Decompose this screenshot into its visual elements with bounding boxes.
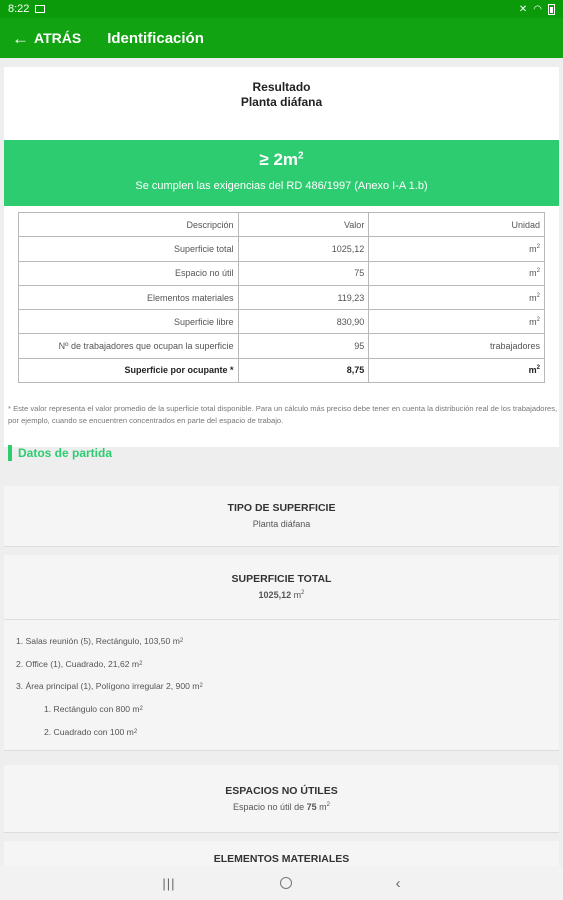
- surface-list: [4, 620, 559, 743]
- row-unit: trabajadores: [369, 334, 545, 358]
- table-row: [19, 261, 545, 285]
- list-item: 1. Salas reunión (5), Rectángulo, 103,50 m 2: [16, 636, 184, 647]
- section-title: Datos de partida: [18, 446, 113, 460]
- header-value: Valor: [238, 213, 369, 237]
- result-banner: [4, 140, 559, 206]
- table-row: [19, 310, 545, 334]
- list-subitem: 2. Cuadrado con 100 m 2: [44, 726, 138, 737]
- table-row: [19, 285, 545, 309]
- total-surface-value: 1025,12 $m^2$: [258, 590, 305, 600]
- row-value: 8,75: [238, 358, 369, 382]
- row-label: Superficie libre: [19, 310, 239, 334]
- nav-back-icon[interactable]: ‹: [395, 874, 401, 892]
- result-card: [4, 67, 559, 447]
- header-description: Descripción: [19, 213, 239, 237]
- row-label: Elementos materiales: [19, 285, 239, 309]
- status-bar: [0, 0, 563, 18]
- total-surface-title: SUPERFICIE TOTAL: [231, 573, 332, 585]
- scroll-content[interactable]: [0, 58, 563, 866]
- row-value: 1025,12: [238, 237, 369, 261]
- result-table: [18, 212, 545, 383]
- total-surface-card: [4, 555, 559, 751]
- row-value: 75: [238, 261, 369, 285]
- back-label: ATRÁS: [34, 30, 82, 46]
- system-nav-bar: [0, 866, 563, 900]
- image-icon: [35, 5, 45, 13]
- app-bar: [0, 18, 563, 58]
- status-time: 8:22: [8, 3, 30, 15]
- materials-title: ELEMENTOS MATERIALES: [213, 853, 350, 865]
- row-value: 830,90: [238, 310, 369, 334]
- row-unit: $m^2$: [369, 285, 545, 309]
- row-label: Superficie total: [19, 237, 239, 261]
- table-row: [19, 237, 545, 261]
- banner-text: Se cumplen las exigencias del RD 486/1997 (Anexo I-A 1.b): [135, 180, 428, 192]
- recents-icon[interactable]: |||: [162, 875, 176, 891]
- back-button[interactable]: [12, 30, 81, 47]
- result-heading: Resultado: [252, 80, 311, 94]
- section-accent-bar: [8, 445, 12, 461]
- page-title: Identificación: [107, 29, 204, 47]
- header-unit: Unidad: [369, 213, 545, 237]
- row-label: Nº de trabajadores que ocupan la superficie: [19, 334, 239, 358]
- surface-type-value: Planta diáfana: [252, 519, 311, 529]
- banner-unit-sup: 2: [298, 150, 304, 162]
- list-item: 3. Área principal (1), Polígono irregular 2, 900 m 2: [16, 681, 203, 692]
- table-row-total: [19, 358, 545, 382]
- row-unit: $m^2$: [369, 237, 545, 261]
- non-useful-title: ESPACIOS NO ÚTILES: [225, 785, 338, 797]
- wifi-icon: ◠: [533, 3, 542, 15]
- materials-card: [4, 841, 559, 866]
- mute-icon: ✕: [518, 3, 528, 15]
- row-value: 95: [238, 334, 369, 358]
- list-item: 2. Office (1), Cuadrado, 21,62 m 2: [16, 658, 143, 669]
- table-header-row: [19, 213, 545, 237]
- result-subheading: Planta diáfana: [240, 95, 323, 109]
- row-value: 119,23: [238, 285, 369, 309]
- row-label: Espacio no útil: [19, 261, 239, 285]
- section-header: [8, 444, 112, 462]
- row-unit: $m^2$: [369, 261, 545, 285]
- list-subitem: 1. Rectángulo con 800 m 2: [44, 704, 143, 715]
- non-useful-value: Espacio no útil de 75 $m^2$: [233, 802, 330, 812]
- row-unit: $m^2$: [369, 358, 545, 382]
- row-label: Superficie por ocupante *: [19, 358, 239, 382]
- surface-type-card: [4, 486, 559, 547]
- banner-value: ≥ 2m: [259, 150, 299, 169]
- surface-type-title: TIPO DE SUPERFICIE: [227, 502, 336, 514]
- footnote: * Este valor representa el valor promedio de la superficie total disponible. Para un cálculo más preciso debe tener en cuenta la distribución real de los trabajadores, por ejemplo, cuando se encuentren concentrados en parte del espacio de trabajo.: [8, 404, 558, 425]
- battery-icon: [548, 4, 555, 15]
- home-icon[interactable]: [280, 877, 292, 889]
- arrow-left-icon: ←: [12, 28, 29, 48]
- table-row: [19, 334, 545, 358]
- non-useful-card: [4, 765, 559, 833]
- row-unit: $m^2$: [369, 310, 545, 334]
